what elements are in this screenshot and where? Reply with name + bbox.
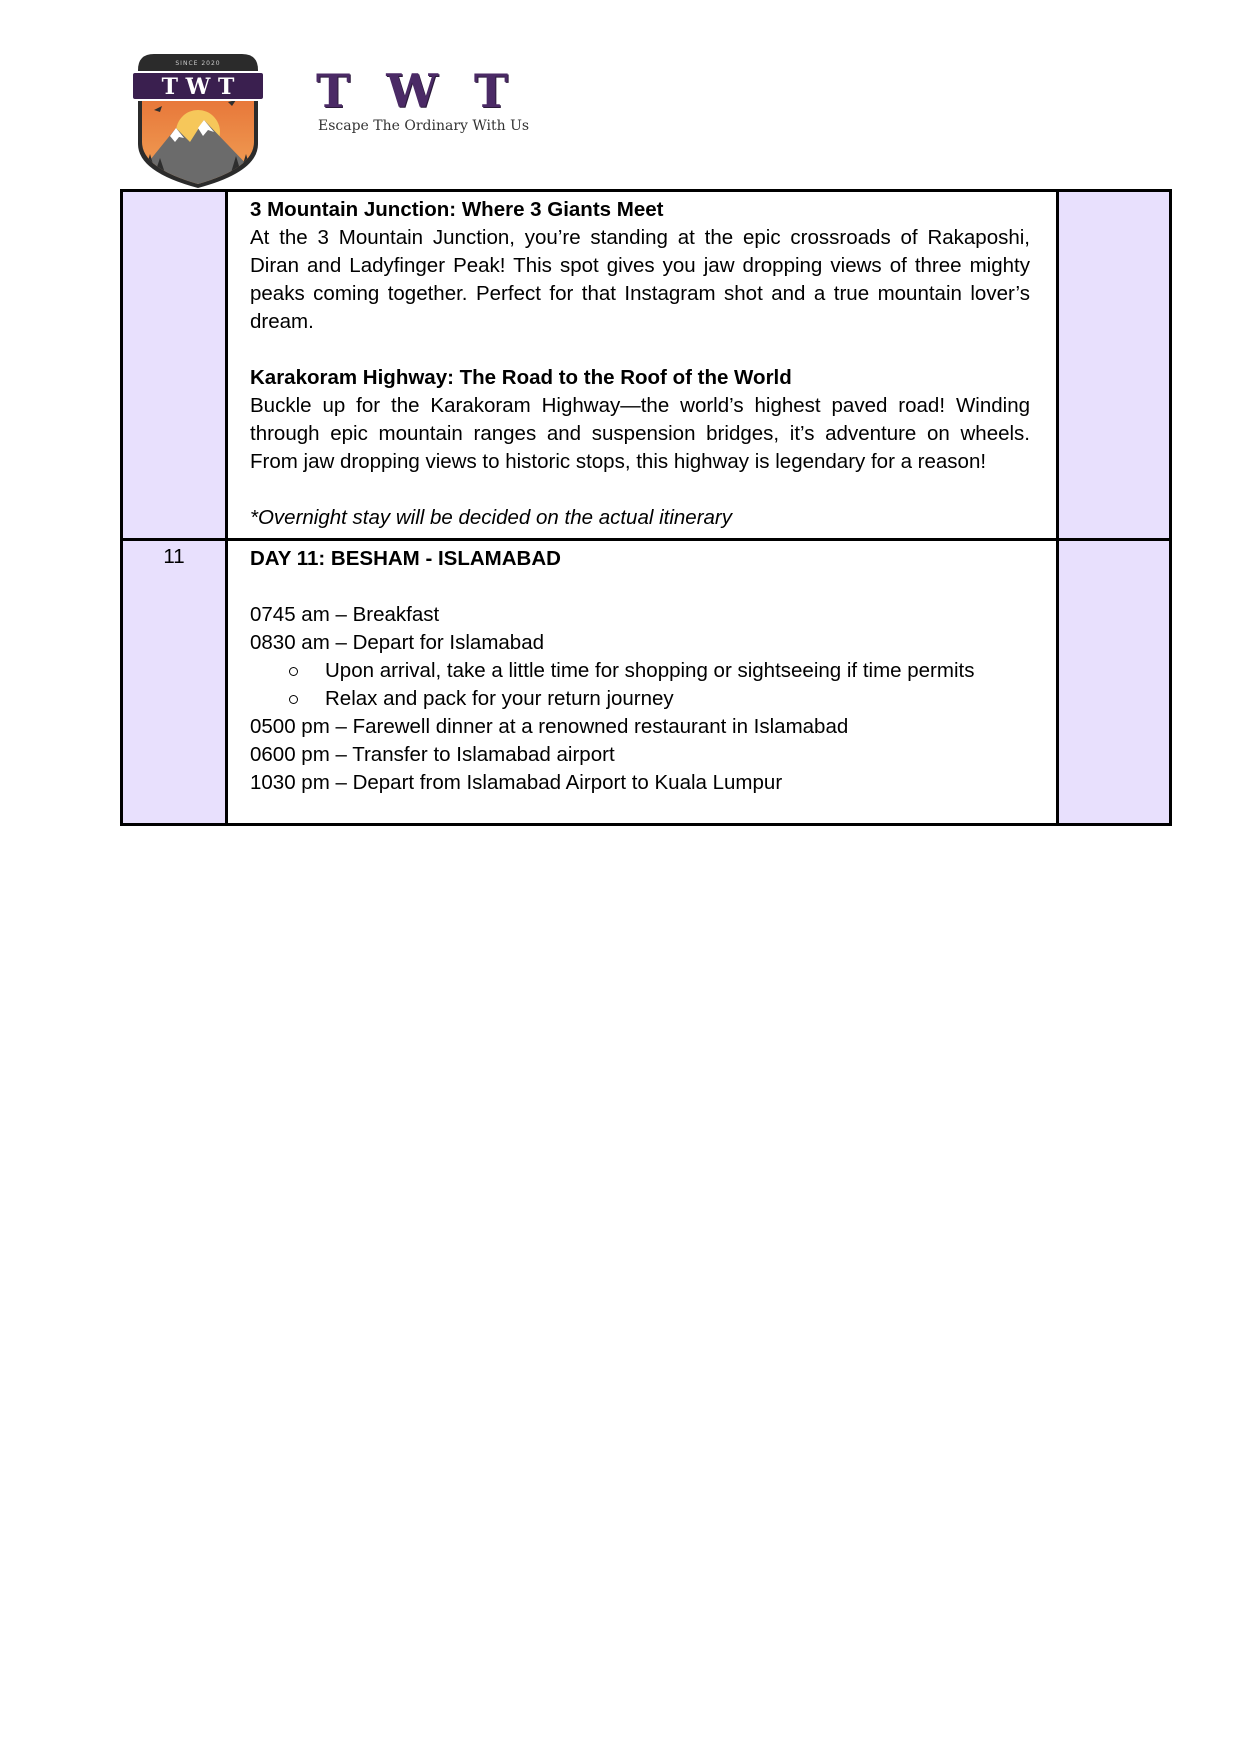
- block-title: 3 Mountain Junction: Where 3 Giants Meet: [250, 198, 664, 221]
- notes-cell: [1058, 540, 1171, 825]
- day-cell: [122, 191, 227, 540]
- table-row: [122, 191, 1171, 540]
- day-cell: [122, 540, 227, 825]
- logo-badge-text: T W T: [161, 74, 235, 100]
- twt-logo-badge: [132, 50, 264, 188]
- page-header: [132, 50, 652, 190]
- day-title: DAY 11: BESHAM - ISLAMABAD: [250, 547, 561, 570]
- schedule-item: 1030 pm – Depart from Islamabad Airport to Kuala Lumpur: [250, 771, 783, 794]
- overnight-note: *Overnight stay will be decided on the actual itinerary: [250, 506, 733, 529]
- block-text: Buckle up for the Karakoram Highway—the world’s highest paved road! Winding through epic mountain ranges and suspension bridges, it’s adventure on wheels. From jaw dropping views to historic stops, this highway is legendary for a reason!: [250, 394, 1030, 473]
- schedule-item: 0600 pm – Transfer to Islamabad airport: [250, 743, 615, 766]
- schedule-item: 0500 pm – Farewell dinner at a renowned restaurant in Islamabad: [250, 715, 849, 738]
- description-cell: [227, 191, 1058, 540]
- schedule-sub-item: Upon arrival, take a little time for shopping or sightseeing if time permits: [250, 657, 1030, 685]
- table-row: [122, 540, 1171, 825]
- block-text: At the 3 Mountain Junction, you’re standing at the epic crossroads of Rakaposhi, Diran and Ladyfinger Peak! This spot gives you jaw dropping views of three mighty peaks coming together. Perfect for that Instagram shot and a true mountain lover’s dream.: [250, 226, 1030, 333]
- notes-cell: [1058, 191, 1171, 540]
- description-cell: [227, 540, 1058, 825]
- schedule-item: 0745 am – Breakfast: [250, 603, 440, 626]
- schedule-item: 0830 am – Depart for Islamabad: [250, 631, 544, 654]
- block-title: Karakoram Highway: The Road to the Roof of the World: [250, 366, 792, 389]
- logo-since-text: SINCE 2020: [175, 60, 221, 67]
- schedule-sub-item: Relax and pack for your return journey: [250, 685, 1030, 713]
- itinerary-table: [120, 189, 1172, 826]
- brand-tagline: Escape The Ordinary With Us: [318, 118, 530, 134]
- brand-title: T W T: [316, 64, 519, 118]
- day-number: 11: [163, 545, 185, 568]
